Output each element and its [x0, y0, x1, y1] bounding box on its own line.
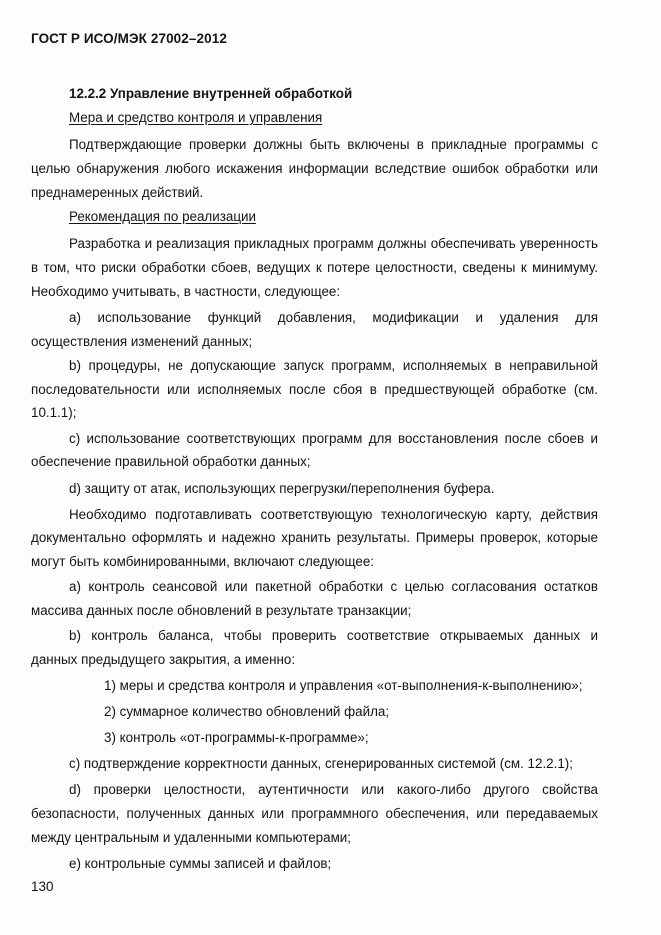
- subheading-guidance: Рекомендация по реализации: [69, 209, 256, 224]
- list-item-line: a) использование функций добавления, модификации и удаления для: [69, 310, 598, 325]
- text-line: преднамеренных действий.: [31, 185, 204, 200]
- page-number: 130: [31, 879, 54, 894]
- subheading-control: Мера и средство контроля и управления: [69, 110, 323, 125]
- list-item-line: d) защиту от атак, использующих перегрузки/переполнения буфера.: [69, 481, 495, 496]
- standard-header: ГОСТ Р ИСО/МЭК 27002–2012: [31, 31, 227, 46]
- list-item-line: e) контрольные суммы записей и файлов;: [69, 856, 332, 871]
- list-item-line: c) использование соответствующих программ для восстановления после сбоев и: [69, 431, 598, 446]
- list-item-line: данных предыдущего закрытия, а именно:: [31, 652, 296, 667]
- text-line: Необходимо подготавливать соответствующую технологическую карту, действия: [69, 507, 598, 522]
- list-item-line: 10.1.1);: [31, 405, 77, 420]
- list-item-line: c) подтверждение корректности данных, сгенерированных системой (см. 12.2.1);: [69, 756, 573, 771]
- list-item-line: b) контроль баланса, чтобы проверить соответствие открываемых данных и: [69, 628, 598, 643]
- section-title: 12.2.2 Управление внутренней обработкой: [69, 86, 353, 101]
- list-item-line: обеспечение правильной обработки данных;: [31, 454, 311, 469]
- list-item-line: b) процедуры, не допускающие запуск программ, исполняемых в неправильной: [69, 358, 598, 373]
- list-item-line: безопасности, полученных данных или программного обеспечения, или передаваемых: [31, 806, 598, 821]
- sub-list-item: 1) меры и средства контроля и управления «от-выполнения-к-выполнению»;: [104, 678, 583, 693]
- text-line: Разработка и реализация прикладных программ должны обеспечивать уверенность: [69, 236, 598, 251]
- list-item-line: массива данных после обновлений в результате транзакции;: [31, 603, 412, 618]
- list-item-line: a) контроль сеансовой или пакетной обработки с целью согласования остатков: [69, 579, 598, 594]
- sub-list-item: 2) суммарное количество обновлений файла;: [104, 704, 390, 719]
- text-line: Необходимо учитывать, в частности, следующее:: [31, 284, 341, 299]
- text-line: целью обнаружения любого искажения информации вследствие ошибок обработки или: [31, 161, 598, 176]
- text-line: Подтверждающие проверки должны быть включены в прикладные программы с: [69, 137, 598, 152]
- list-item-line: d) проверки целостности, аутентичности или какого-либо другого свойства: [69, 782, 598, 797]
- list-item-line: последовательности или исполняемых после сбоя в предшествующей обработке (см.: [31, 382, 598, 397]
- text-line: в том, что риски обработки сбоев, ведущих к потере целостности, сведены к минимуму.: [31, 260, 598, 275]
- text-line: документально оформлять и надежно хранить результаты. Примеры проверок, которые: [31, 530, 598, 545]
- sub-list-item: 3) контроль «от-программы-к-программе»;: [104, 730, 369, 745]
- list-item-line: между центральным и удаленными компьютерами;: [31, 830, 351, 845]
- text-line: могут быть комбинированными, включают следующее:: [31, 554, 374, 569]
- list-item-line: осуществления изменений данных;: [31, 334, 253, 349]
